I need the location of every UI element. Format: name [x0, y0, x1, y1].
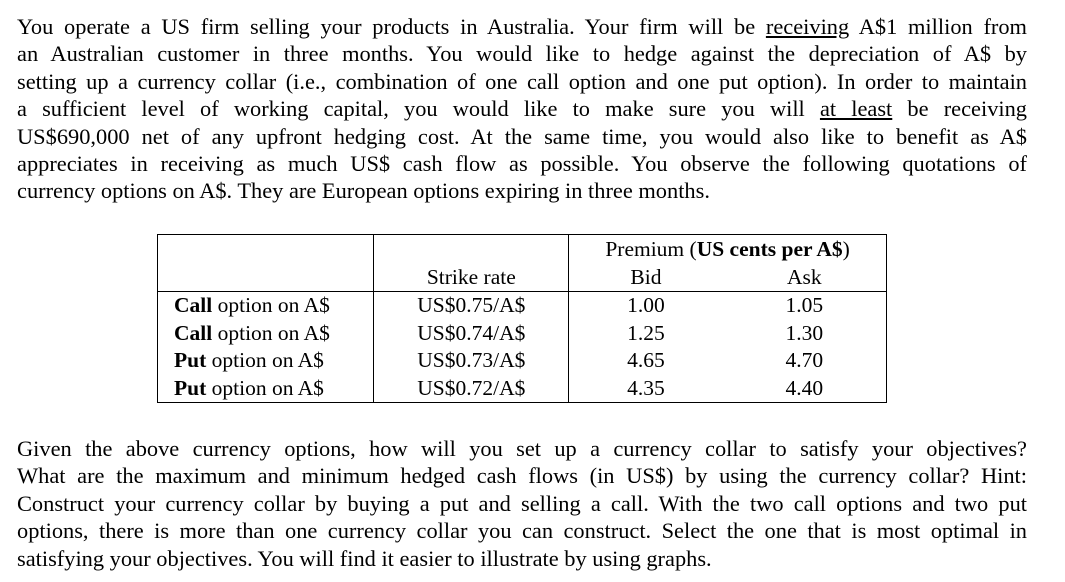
premium-header-units: US cents per A$: [696, 237, 843, 261]
bid-header: Bid: [569, 264, 723, 292]
intro-line-2: an Australian customer in three months. You would like to hedge against the depreciation of A$ by: [17, 41, 1027, 67]
receiving-underlined: receiving: [765, 14, 850, 39]
intro-line-4-text-b: be receiving: [892, 96, 1027, 122]
option-desc: option on A$: [212, 293, 330, 317]
table-row: [158, 320, 887, 348]
strike-cell: US$0.72/A$: [374, 375, 569, 403]
table-row: [158, 292, 887, 320]
option-type: Call: [174, 320, 213, 345]
option-type: Put: [174, 375, 207, 400]
premium-header: [569, 235, 887, 264]
prompt-line-4: options, there is more than one currency collar you can construct. Select the one that is most optimal in: [17, 518, 1027, 544]
table-row: [158, 347, 887, 375]
table-row: [158, 375, 887, 403]
option-name-cell: [158, 375, 374, 403]
question-prompt-paragraph: [17, 435, 1027, 572]
prompt-line-2: What are the maximum and minimum hedged cash flows (in US$) by using the currency collar? Hint:: [17, 463, 1027, 489]
option-name-cell: [158, 292, 374, 320]
option-desc: option on A$: [206, 375, 324, 400]
strike-cell: US$0.75/A$: [374, 292, 569, 320]
ask-cell: 4.70: [723, 347, 887, 375]
option-desc: option on A$: [212, 320, 330, 345]
option-name-cell: [158, 320, 374, 348]
table-header-row-2: [158, 264, 887, 292]
premium-header-a: Premium (: [605, 237, 697, 261]
prompt-line-3: Construct your currency collar by buying a put and selling a call. With the two call options and two put: [17, 490, 1027, 516]
bid-cell: 4.65: [569, 347, 723, 375]
strike-rate-header: Strike rate: [374, 264, 569, 292]
option-quotes-table: [157, 234, 887, 403]
at-least-underlined: at least: [819, 96, 893, 122]
strike-cell: US$0.74/A$: [374, 320, 569, 348]
question-intro-paragraph: [17, 13, 1027, 205]
option-type: Call: [174, 293, 213, 317]
option-name-cell: [158, 347, 374, 375]
intro-line-4-text-a: a sufficient level of working capital, you would like to make sure you will: [17, 96, 820, 122]
intro-line-7: currency options on A$. They are European options expiring in three months.: [17, 178, 710, 204]
ask-cell: 1.05: [723, 292, 887, 320]
header-blank-option: [158, 235, 374, 264]
ask-header: Ask: [723, 264, 887, 292]
intro-line-1-text-b: A$1 million from: [849, 14, 1027, 39]
header-blank-strike: [374, 235, 569, 264]
intro-line-5: US$690,000 net of any upfront hedging cost. At the same time, you would also like to benefit as A$: [17, 123, 1027, 149]
premium-header-b: ): [842, 237, 850, 261]
option-desc: option on A$: [206, 348, 324, 372]
prompt-line-5: satisfying your objectives. You will find it easier to illustrate by using graphs.: [17, 545, 712, 571]
intro-line-1-text-a: You operate a US firm selling your products in Australia. Your firm will be: [17, 14, 766, 39]
prompt-line-1: Given the above currency options, how will you set up a currency collar to satisfy your objectives?: [17, 436, 1027, 461]
header-option-cell: [158, 264, 374, 292]
ask-cell: 1.30: [723, 320, 887, 348]
strike-cell: US$0.73/A$: [374, 347, 569, 375]
intro-line-6: appreciates in receiving as much US$ cash flow as possible. You observe the following quotations of: [17, 151, 1027, 177]
intro-line-4: [17, 95, 1027, 122]
intro-line-1: [17, 13, 1027, 40]
ask-cell: 4.40: [723, 375, 887, 403]
bid-cell: 1.00: [569, 292, 723, 320]
table-header-row-1: [158, 235, 887, 264]
bid-cell: 1.25: [569, 320, 723, 348]
bid-cell: 4.35: [569, 375, 723, 403]
option-type: Put: [174, 348, 207, 372]
intro-line-3: setting up a currency collar (i.e., combination of one call option and one put option). In order to maintain: [17, 68, 1027, 94]
